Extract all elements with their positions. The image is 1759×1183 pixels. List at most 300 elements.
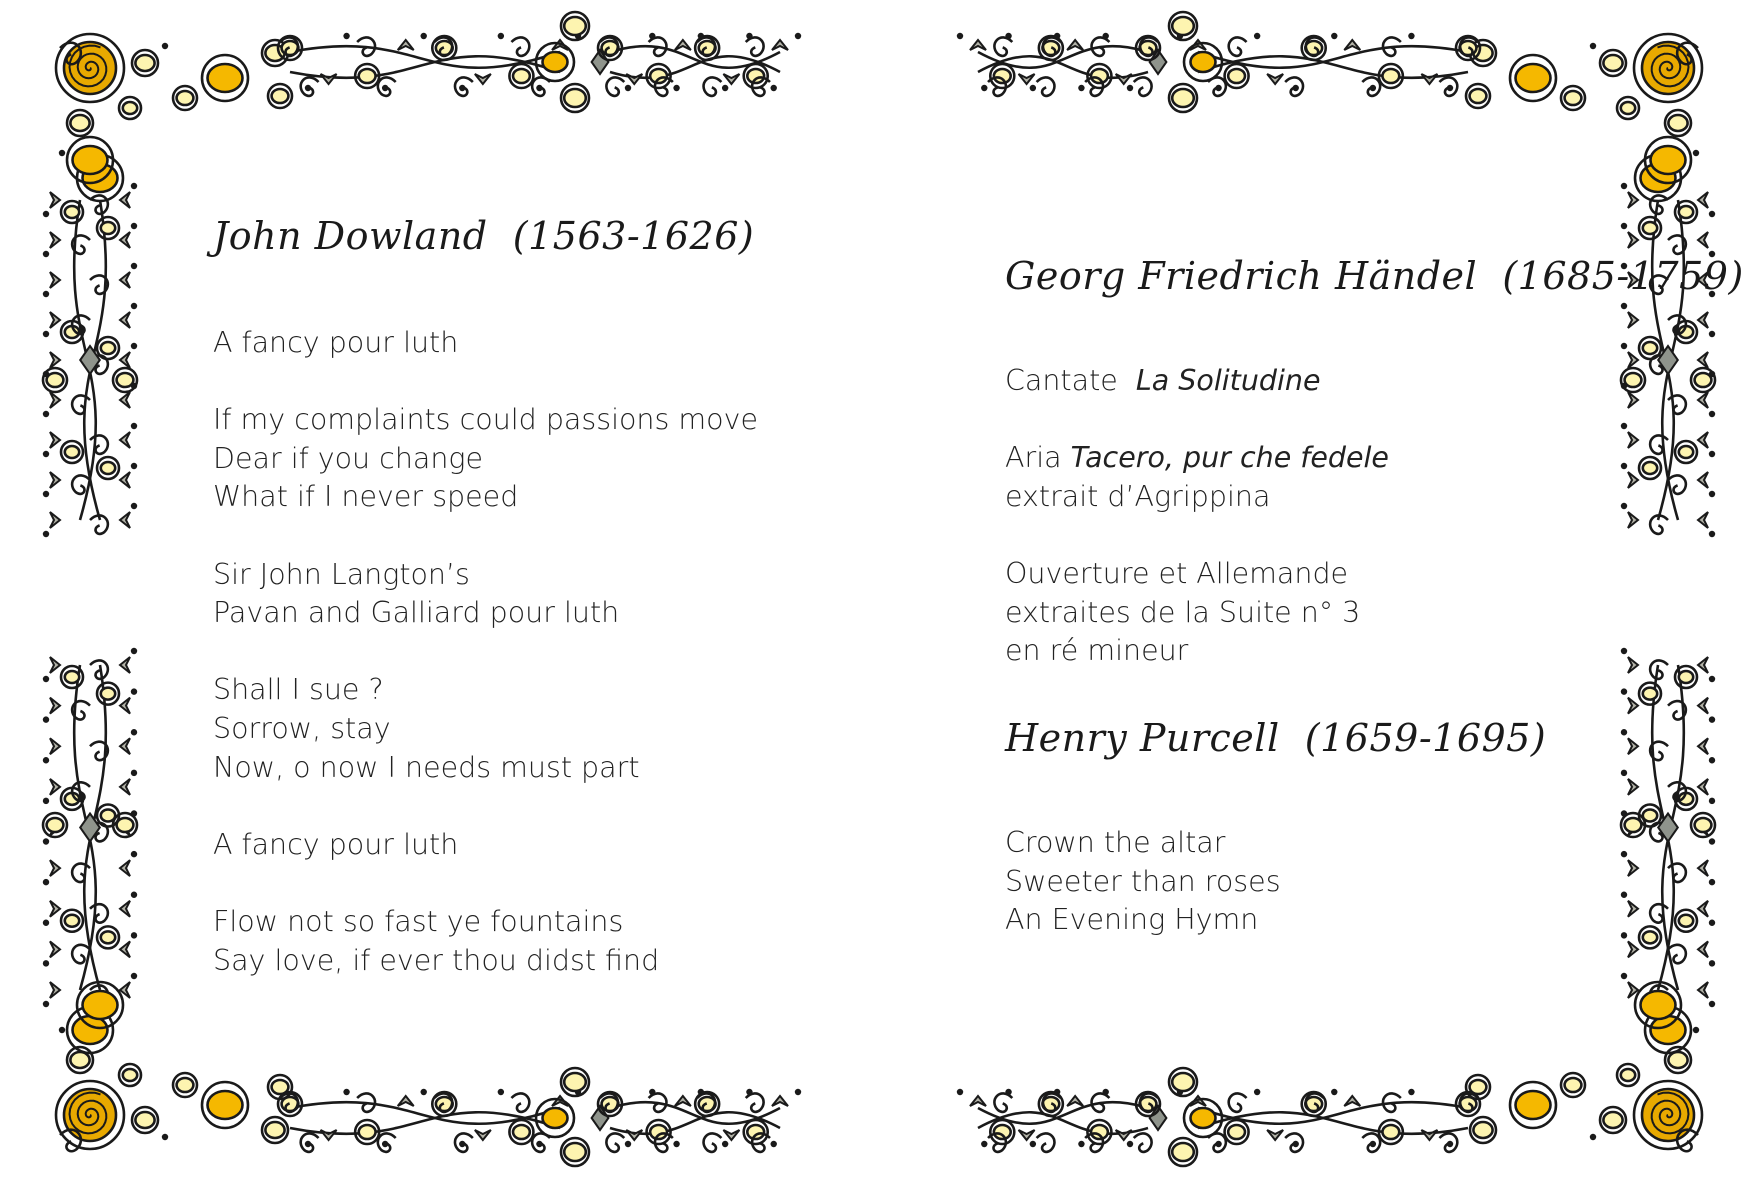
dot-icon	[1709, 920, 1715, 926]
bud-icon	[47, 818, 64, 832]
dot-icon	[1621, 183, 1627, 189]
leaf-icon	[50, 432, 60, 448]
bud-icon	[747, 69, 764, 83]
leaf-icon	[50, 982, 60, 998]
curl-icon	[1668, 864, 1686, 882]
leaf-icon	[1698, 392, 1708, 408]
dot-icon	[498, 33, 504, 39]
leaf-icon	[1698, 512, 1708, 528]
dot-icon	[1709, 411, 1715, 417]
bud-icon	[123, 1069, 137, 1081]
leaf-icon	[50, 941, 60, 957]
bud-icon	[65, 915, 79, 927]
dot-icon	[43, 531, 49, 537]
leaf-icon	[1421, 1130, 1437, 1140]
leaf-icon	[120, 392, 130, 408]
program-item: Sweeter than roses	[1005, 864, 1281, 898]
leaf-icon	[50, 272, 60, 288]
program-item: A fancy pour luth	[213, 827, 459, 861]
leaf-icon	[321, 1130, 337, 1140]
leaf-icon	[1267, 74, 1283, 84]
dot-icon	[43, 879, 49, 885]
leaf-icon	[120, 272, 130, 288]
dot-icon	[1693, 150, 1699, 156]
program-list-handel	[1005, 362, 1389, 671]
bud-icon	[1643, 931, 1657, 943]
bud-icon	[1621, 1069, 1635, 1081]
leaf-icon	[50, 472, 60, 488]
curl-icon	[455, 1133, 473, 1151]
program-item: Pavan and Galliard pour luth	[213, 596, 620, 630]
bud-icon	[1695, 818, 1712, 832]
curl-icon	[1650, 195, 1668, 213]
dot-icon	[162, 1134, 168, 1140]
leaf-icon	[1067, 1096, 1083, 1106]
dot-icon	[673, 85, 679, 91]
bud-icon	[272, 89, 289, 103]
leaf-icon	[120, 657, 130, 673]
leaf-icon	[1698, 472, 1708, 488]
dot-icon	[1127, 85, 1133, 91]
leaf-icon	[1698, 312, 1708, 328]
bud-icon	[1603, 55, 1622, 71]
curl-icon	[1229, 37, 1247, 55]
dot-icon	[795, 1089, 801, 1095]
bud-icon	[1565, 91, 1582, 105]
curl-icon	[90, 435, 108, 453]
bud-icon	[1621, 102, 1635, 114]
dot-icon	[1254, 33, 1260, 39]
dot-icon	[131, 263, 137, 269]
dot-icon	[771, 1141, 777, 1147]
composer-heading-purcell	[1005, 716, 1546, 760]
leaf-icon	[1628, 738, 1638, 754]
leaf-icon	[1698, 860, 1708, 876]
curl-icon	[90, 195, 108, 213]
dot-icon	[498, 1089, 504, 1095]
leaf-icon	[723, 1130, 739, 1140]
bud-icon	[101, 688, 115, 700]
leaf-icon	[50, 352, 60, 368]
dot-icon	[131, 851, 137, 857]
curl-icon	[455, 77, 473, 95]
dot-icon	[1621, 463, 1627, 469]
leaf-icon	[1628, 657, 1638, 673]
bud-icon	[1679, 206, 1693, 218]
bud-icon	[564, 17, 586, 35]
leaf-icon	[970, 40, 986, 50]
leaf-icon	[120, 432, 130, 448]
bud-icon	[117, 373, 134, 387]
leaf-icon	[120, 232, 130, 248]
dot-icon	[1693, 1027, 1699, 1033]
bud-icon	[747, 1125, 764, 1139]
dot-icon	[162, 43, 168, 49]
dot-icon	[1408, 1089, 1414, 1095]
program-item-aria: Aria Tacero, pur che fedele	[1005, 441, 1389, 475]
bud-icon	[564, 89, 586, 107]
curl-icon	[1439, 1133, 1457, 1151]
program-item: Ouverture et Allemande	[1005, 556, 1349, 590]
leaf-icon	[120, 312, 130, 328]
dot-icon	[43, 411, 49, 417]
bud-icon	[117, 818, 134, 832]
bud-icon	[513, 69, 530, 83]
dot-icon	[1709, 491, 1715, 497]
leaf-icon	[120, 779, 130, 795]
bud-icon	[177, 91, 194, 105]
dot-icon	[131, 303, 137, 309]
dot-icon	[131, 223, 137, 229]
leaf-icon	[475, 1130, 491, 1140]
leaf-icon	[1628, 192, 1638, 208]
bud-icon	[994, 1125, 1011, 1139]
flower-icon	[208, 1091, 243, 1119]
curl-icon	[90, 660, 108, 678]
dot-icon	[722, 1141, 728, 1147]
dot-icon	[43, 1001, 49, 1007]
dot-icon	[771, 85, 777, 91]
leaf-icon	[626, 74, 642, 84]
leaf-icon	[1019, 74, 1035, 84]
curl-icon	[378, 1133, 396, 1151]
dot-icon	[1078, 1141, 1084, 1147]
dot-icon	[1709, 676, 1715, 682]
program-item: extrait d’Agrippina	[1005, 479, 1271, 513]
leaf-icon	[1698, 232, 1708, 248]
dot-icon	[795, 33, 801, 39]
dot-icon	[625, 1141, 631, 1147]
leaf-icon	[1116, 1130, 1132, 1140]
dot-icon	[625, 85, 631, 91]
curl-icon	[1362, 77, 1380, 95]
curl-icon	[994, 1093, 1012, 1111]
dot-icon	[1709, 211, 1715, 217]
leaf-icon	[50, 901, 60, 917]
curl-icon	[1362, 1133, 1380, 1151]
curl-icon	[704, 77, 722, 95]
curl-icon	[746, 1093, 764, 1111]
dot-icon	[43, 798, 49, 804]
curl-icon	[1439, 77, 1457, 95]
dot-icon	[1621, 503, 1627, 509]
program-item: A fancy pour luth	[213, 326, 459, 359]
dot-icon	[1709, 960, 1715, 966]
dot-icon	[43, 920, 49, 926]
program-item: Sir John Langton’s	[213, 557, 470, 591]
bud-icon	[1228, 69, 1245, 83]
bud-icon	[1625, 818, 1642, 832]
leaf-icon	[1628, 779, 1638, 795]
dot-icon	[1408, 33, 1414, 39]
composer-heading-handel	[1005, 254, 1744, 298]
dot-icon	[673, 1141, 679, 1147]
dot-icon	[1590, 43, 1596, 49]
bud-icon	[1695, 373, 1712, 387]
flower-icon	[1516, 1091, 1551, 1119]
leaf-icon	[120, 352, 130, 368]
dot-icon	[1709, 838, 1715, 844]
leaf-icon	[1628, 860, 1638, 876]
curl-icon	[704, 1133, 722, 1151]
curl-icon	[1037, 1133, 1055, 1151]
dot-icon	[131, 648, 137, 654]
right-page	[879, 0, 1758, 1183]
bud-icon	[1473, 1122, 1492, 1138]
dot-icon	[1621, 303, 1627, 309]
leaf-icon	[1628, 698, 1638, 714]
program-list-dowland	[213, 324, 758, 980]
leaf-icon	[1698, 698, 1708, 714]
bud-icon	[1382, 1125, 1399, 1139]
curl-icon	[1134, 1133, 1152, 1151]
leaf-icon	[120, 901, 130, 917]
flower-icon	[1516, 64, 1551, 92]
leaf-icon	[50, 779, 60, 795]
dot-icon	[1331, 33, 1337, 39]
dot-icon	[43, 451, 49, 457]
bud-icon	[101, 931, 115, 943]
composer-name: Henry Purcell	[1005, 716, 1280, 760]
leaf-icon	[1628, 901, 1638, 917]
leaf-icon	[675, 40, 691, 50]
leaf-icon	[398, 40, 414, 50]
dot-icon	[131, 183, 137, 189]
flower-icon	[1641, 991, 1676, 1019]
dot-icon	[1621, 851, 1627, 857]
leaf-icon	[723, 74, 739, 84]
leaf-icon	[1698, 192, 1708, 208]
curl-icon	[1134, 77, 1152, 95]
bud-icon	[1679, 915, 1693, 927]
dot-icon	[43, 676, 49, 682]
curl-icon	[511, 1093, 529, 1111]
dot-icon	[1590, 1134, 1596, 1140]
dot-icon	[131, 932, 137, 938]
bud-icon	[1643, 222, 1657, 234]
program-item: en ré mineur	[1005, 634, 1189, 668]
bud-icon	[513, 1125, 530, 1139]
bud-icon	[994, 69, 1011, 83]
bud-icon	[265, 1122, 284, 1138]
dot-icon	[131, 770, 137, 776]
leaf-icon	[50, 657, 60, 673]
bud-icon	[564, 1073, 586, 1091]
curl-icon	[746, 37, 764, 55]
dot-icon	[1078, 85, 1084, 91]
flower-icon	[543, 52, 568, 72]
dot-icon	[43, 251, 49, 257]
dot-icon	[1030, 1141, 1036, 1147]
dot-icon	[1621, 343, 1627, 349]
bud-icon	[135, 55, 154, 71]
program-item: Shall I sue ?	[213, 673, 384, 707]
bud-icon	[359, 1125, 376, 1139]
composer-name: John Dowland	[213, 214, 488, 258]
dot-icon	[43, 291, 49, 297]
dot-icon	[1709, 879, 1715, 885]
leaf-icon	[1628, 432, 1638, 448]
bud-icon	[359, 69, 376, 83]
leaf-icon	[50, 232, 60, 248]
bud-icon	[1470, 89, 1487, 103]
leaf-icon	[1698, 657, 1708, 673]
flower-icon	[543, 1108, 568, 1128]
leaf-icon	[321, 74, 337, 84]
bud-icon	[1679, 671, 1693, 683]
bud-icon	[1643, 342, 1657, 354]
leaf-icon	[1067, 40, 1083, 50]
dot-icon	[1621, 932, 1627, 938]
dot-icon	[43, 211, 49, 217]
dot-icon	[1621, 223, 1627, 229]
dot-icon	[1709, 1001, 1715, 1007]
flower-icon	[208, 64, 243, 92]
curl-icon	[1285, 77, 1303, 95]
leaf-icon	[120, 512, 130, 528]
leaf-icon	[1019, 1130, 1035, 1140]
leaf-icon	[398, 1096, 414, 1106]
bud-icon	[1643, 462, 1657, 474]
bud-icon	[65, 446, 79, 458]
dot-icon	[1331, 1089, 1337, 1095]
flower-icon	[1191, 52, 1216, 72]
composer-dates: (1685-1759)	[1502, 254, 1744, 298]
dot-icon	[1621, 648, 1627, 654]
bud-icon	[1091, 69, 1108, 83]
dot-icon	[1254, 1089, 1260, 1095]
program-item: extraites de la Suite n° 3	[1005, 595, 1361, 629]
bud-icon	[1172, 17, 1194, 35]
leaf-icon	[1421, 74, 1437, 84]
leaf-icon	[1628, 472, 1638, 488]
leaf-icon	[120, 698, 130, 714]
dot-icon	[1621, 973, 1627, 979]
bud-icon	[1603, 1112, 1622, 1128]
bud-icon	[123, 102, 137, 114]
flower-icon	[1191, 1108, 1216, 1128]
program-item: Say love, if ever thou didst find	[213, 943, 660, 977]
leaf-icon	[50, 312, 60, 328]
bud-icon	[1091, 1125, 1108, 1139]
bud-icon	[1172, 1143, 1194, 1161]
dot-icon	[43, 716, 49, 722]
dot-icon	[343, 33, 349, 39]
dot-icon	[59, 1027, 65, 1033]
leaf-icon	[626, 1130, 642, 1140]
curl-icon	[1650, 904, 1668, 922]
flower-icon	[1651, 146, 1686, 174]
program-item: Flow not so fast ye fountains	[213, 904, 624, 938]
flower-icon	[73, 146, 108, 174]
leaf-icon	[50, 860, 60, 876]
leaf-icon	[50, 392, 60, 408]
dot-icon	[1621, 729, 1627, 735]
dot-icon	[43, 960, 49, 966]
leaf-icon	[1698, 901, 1708, 917]
bud-icon	[70, 1052, 89, 1068]
composer-name: Georg Friedrich Händel	[1005, 254, 1478, 298]
flower-icon	[83, 991, 118, 1019]
curl-icon	[511, 37, 529, 55]
curl-icon	[90, 904, 108, 922]
dot-icon	[1709, 331, 1715, 337]
dot-icon	[131, 463, 137, 469]
dot-icon	[421, 1089, 427, 1095]
leaf-icon	[50, 698, 60, 714]
dot-icon	[981, 85, 987, 91]
leaf-icon	[50, 512, 60, 528]
leaf-icon	[1698, 779, 1708, 795]
curl-icon	[1037, 77, 1055, 95]
leaf-icon	[120, 941, 130, 957]
dot-icon	[981, 1141, 987, 1147]
dot-icon	[722, 85, 728, 91]
bud-icon	[1625, 373, 1642, 387]
bud-icon	[1668, 1052, 1687, 1068]
leaf-icon	[1698, 738, 1708, 754]
leaf-icon	[50, 738, 60, 754]
leaf-icon	[120, 192, 130, 208]
program-item: Crown the altar	[1005, 826, 1226, 859]
bud-icon	[1172, 89, 1194, 107]
dot-icon	[131, 892, 137, 898]
program-item: Sorrow, stay	[213, 711, 391, 745]
dot-icon	[43, 757, 49, 763]
leaf-icon	[1628, 232, 1638, 248]
curl-icon	[301, 1133, 319, 1151]
leaf-icon	[1628, 312, 1638, 328]
bud-icon	[1643, 688, 1657, 700]
dot-icon	[131, 423, 137, 429]
program-item: Now, o now I needs must part	[213, 750, 640, 784]
program-item: If my complaints could passions move	[213, 403, 759, 437]
leaf-icon	[675, 1096, 691, 1106]
leaf-icon	[475, 74, 491, 84]
dot-icon	[1621, 892, 1627, 898]
bud-icon	[65, 206, 79, 218]
leaf-icon	[120, 860, 130, 876]
dot-icon	[1621, 423, 1627, 429]
dot-icon	[131, 688, 137, 694]
bud-icon	[47, 373, 64, 387]
curl-icon	[1229, 1093, 1247, 1111]
curl-icon	[72, 395, 90, 413]
bud-icon	[1679, 446, 1693, 458]
leaf-icon	[1698, 432, 1708, 448]
dot-icon	[131, 729, 137, 735]
curl-icon	[378, 77, 396, 95]
curl-icon	[72, 864, 90, 882]
curl-icon	[301, 77, 319, 95]
bud-icon	[650, 69, 667, 83]
bud-icon	[1172, 1073, 1194, 1091]
dot-icon	[957, 1089, 963, 1095]
leaf-icon	[1344, 40, 1360, 50]
leaf-icon	[1267, 1130, 1283, 1140]
dot-icon	[59, 150, 65, 156]
curl-icon	[1650, 660, 1668, 678]
leaf-icon	[120, 472, 130, 488]
bud-icon	[101, 462, 115, 474]
program-item: Dear if you change	[213, 441, 484, 475]
leaf-icon	[1698, 941, 1708, 957]
leaf-icon	[1698, 982, 1708, 998]
leaf-icon	[1628, 392, 1638, 408]
bud-icon	[1668, 115, 1687, 131]
bud-icon	[650, 1125, 667, 1139]
program-item: An Evening Hymn	[1005, 903, 1259, 937]
